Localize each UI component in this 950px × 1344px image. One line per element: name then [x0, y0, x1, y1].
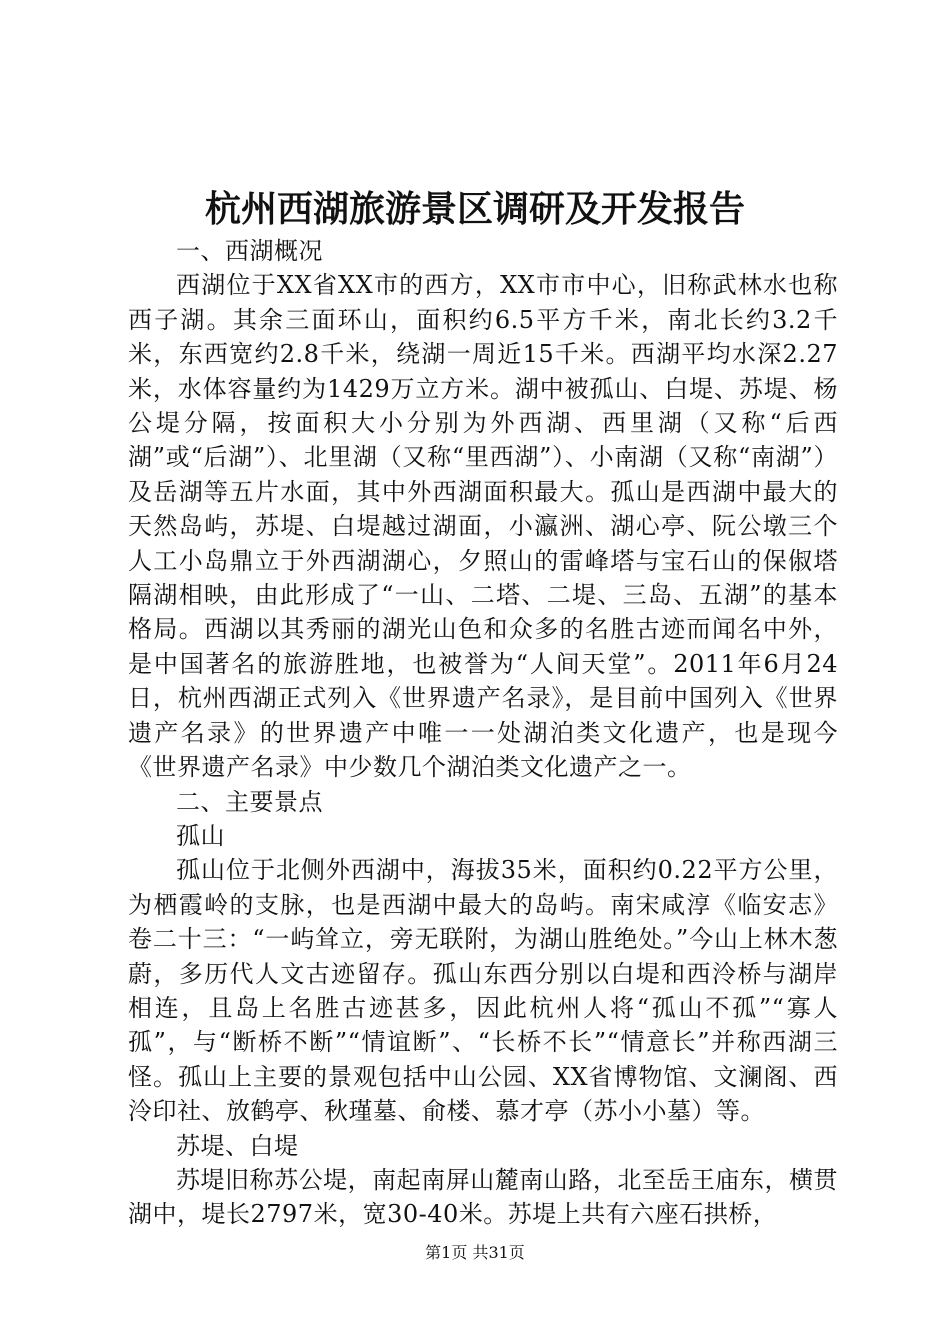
paragraph-overview: 西湖位于XX省XX市的西方，XX市市中心，旧称武林水也称西子湖。其余三面环山，面积约6.5平方千米，南北长约3.2千米，东西宽约2.8千米，绕湖一周近15千米。西湖平均水深2.27米，水体容量约为1429万立方米。湖中被孤山、白堤、苏堤、杨公堤分隔，按面积大小分别为外西湖、西里湖（又称“后西湖”或“后湖”）、北里湖（又称“里西湖”）、小南湖（又称“南湖”）及岳湖等五片水面，其中外西湖面积最大。孤山是西湖中最大的天然岛屿，苏堤、白堤越过湖面，小瀛洲、湖心亭、阮公墩三个人工小岛鼎立于外西湖湖心，夕照山的雷峰塔与宝石山的保俶塔隔湖相映，由此形成了“一山、二塔、二堤、三岛、五湖”的基本格局。西湖以其秀丽的湖光山色和众多的名胜古迹而闻名中外，是中国著名的旅游胜地，也被誉为“人间天堂”。2011年6月24日，杭州西湖正式列入《世界遗产名录》，是目前中国列入《世界遗产名录》的世界遗产中唯一一处湖泊类文化遗产，也是现今《世界遗产名录》中少数几个湖泊类文化遗产之一。	[128, 271, 838, 782]
document-title: 杭州西湖旅游景区调研及开发报告	[204, 188, 745, 230]
section-heading-main-attractions: 二、主要景点	[176, 787, 323, 816]
subheading-gushan: 孤山	[176, 821, 225, 850]
paragraph-gushan: 孤山位于北侧外西湖中，海拔35米，面积约0.22平方公里，为栖霞岭的支脉，也是西湖中最大的岛屿。南宋咸淳《临安志》卷二十三：“一屿耸立，旁无联附，为湖山胜绝处。”今山上林木葱蔚，多历代人文古迹留存。孤山东西分别以白堤和西泠桥与湖岸相连，且岛上名胜古迹甚多，因此杭州人将“孤山不孤”“寡人孤”，与“断桥不断”“情谊断”、“长桥不长”“情意长”并称西湖三怪。孤山上主要的景观包括中山公园、XX省博物馆、文澜阁、西泠印社、放鹤亭、秋瑾墓、俞楼、慕才亭（苏小小墓）等。	[128, 856, 838, 1126]
document-body	[128, 234, 838, 1232]
subheading-sudi-baidi: 苏堤、白堤	[176, 1131, 299, 1160]
paragraph-sudi-baidi: 苏堤旧称苏公堤，南起南屏山麓南山路，北至岳王庙东，横贯湖中，堤长2797米，宽30-40米。苏堤上共有六座石拱桥，	[128, 1165, 838, 1229]
page-number-footer: 第1页 共31页	[425, 1243, 525, 1262]
section-heading-overview: 一、西湖概况	[176, 237, 323, 265]
